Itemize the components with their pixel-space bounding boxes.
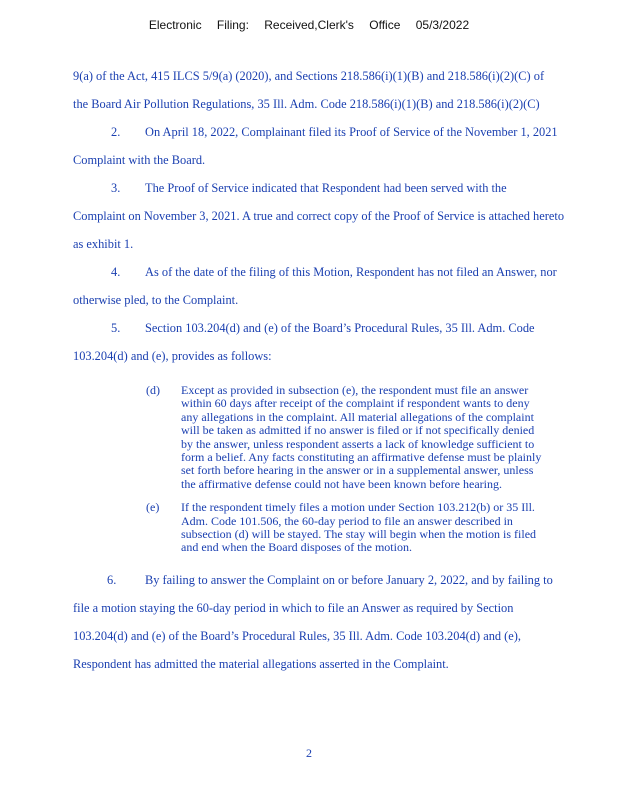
header-electronic: Electronic [148,18,202,32]
paragraph-6-line-2: file a motion staying the 60-day period in which to file an Answer as required by Section [73,601,514,615]
paragraph-4-line-2: otherwise pled, to the Complaint. [73,293,239,307]
quote-subsection-d [0,384,583,491]
page-number: 2 [306,746,312,760]
text-line: 9(a) of the Act, 415 ILCS 5/9(a) (2020), and Sections 218.586(i)(1)(B) and 218.586(i)(2)(C) of [73,69,545,83]
paragraph-3-line-1 [73,174,585,202]
quote-line: any allegations in the complaint. All material allegations of the complaint [181,409,534,424]
paragraph-number: 4. [111,265,121,279]
paragraph-6-line-1 [73,566,585,594]
paragraph-number: 6. [107,573,117,587]
block-quote [0,384,618,565]
header-received: Received,Clerk's [264,18,354,32]
paragraph-5-line-1 [73,314,585,342]
quote-line: by the answer, unless respondent asserts a lack of knowledge sufficient to [181,436,535,451]
paragraph-number: 3. [111,181,121,195]
quote-line: set forth before hearing in the answer or in a supplemental answer, unless [181,463,534,478]
subsection-label: (d) [146,383,160,397]
paragraph-text: On April 18, 2022, Complainant filed its Proof of Service of the November 1, 2021 [145,125,558,139]
paragraph-4-line-1 [73,258,585,286]
quote-subsection-e [0,501,583,555]
quote-line: Adm. Code 101.506, the 60-day period to file an answer described in [181,513,513,528]
quote-line: If the respondent timely files a motion under Section 103.212(b) or 35 Ill. [181,500,535,515]
paragraph-number: 2. [111,125,121,139]
quote-line: form a belief. Any facts constituting an affirmative defense must be plainly [181,450,542,465]
paragraph-text: Section 103.204(d) and (e) of the Board’s Procedural Rules, 35 Ill. Adm. Code [145,321,535,335]
header-office: Office [369,18,401,32]
paragraph-text: By failing to answer the Complaint on or before January 2, 2022, and by failing to [145,573,553,587]
paragraph-number: 5. [111,321,121,335]
quote-line: subsection (d) will be stayed. The stay will begin when the motion is filed [181,527,537,542]
paragraph-3-line-2: Complaint on November 3, 2021. A true and correct copy of the Proof of Service is attached hereto [73,209,565,223]
paragraph-2-line-2: Complaint with the Board. [73,153,206,167]
header-filing: Filing: [216,18,249,32]
subsection-label: (e) [146,500,160,515]
paragraph-2-line-1 [73,118,585,146]
quote-line: the affirmative defense could not have been known before hearing. [181,476,502,491]
quote-line: will be taken as admitted if no answer is filed or if not specifically denied [181,423,535,438]
quote-line: within 60 days after receipt of the complaint if respondent wants to deny [181,396,530,411]
filing-header [0,18,618,32]
paragraph-6-line-3: 103.204(d) and (e) of the Board’s Procedural Rules, 35 Ill. Adm. Code 103.204(d) and (e), [73,629,522,643]
header-date: 05/3/2022 [415,18,470,32]
quote-line: Except as provided in subsection (e), the respondent must file an answer [181,383,529,397]
paragraph-text: The Proof of Service indicated that Respondent had been served with the [145,181,507,195]
paragraph-text: As of the date of the filing of this Motion, Respondent has not filed an Answer, nor [145,265,557,279]
document-body-continued [73,566,585,678]
text-line: the Board Air Pollution Regulations, 35 Ill. Adm. Code 218.586(i)(1)(B) and 218.586(i)(2)(C) [73,97,540,111]
paragraph-5-line-2: 103.204(d) and (e), provides as follows: [73,349,272,363]
document-body [73,62,585,370]
paragraph-6-line-4: Respondent has admitted the material allegations asserted in the Complaint. [73,657,449,671]
quote-line: and end when the Board disposes of the motion. [181,540,412,555]
paragraph-3-line-3: as exhibit 1. [73,237,134,251]
